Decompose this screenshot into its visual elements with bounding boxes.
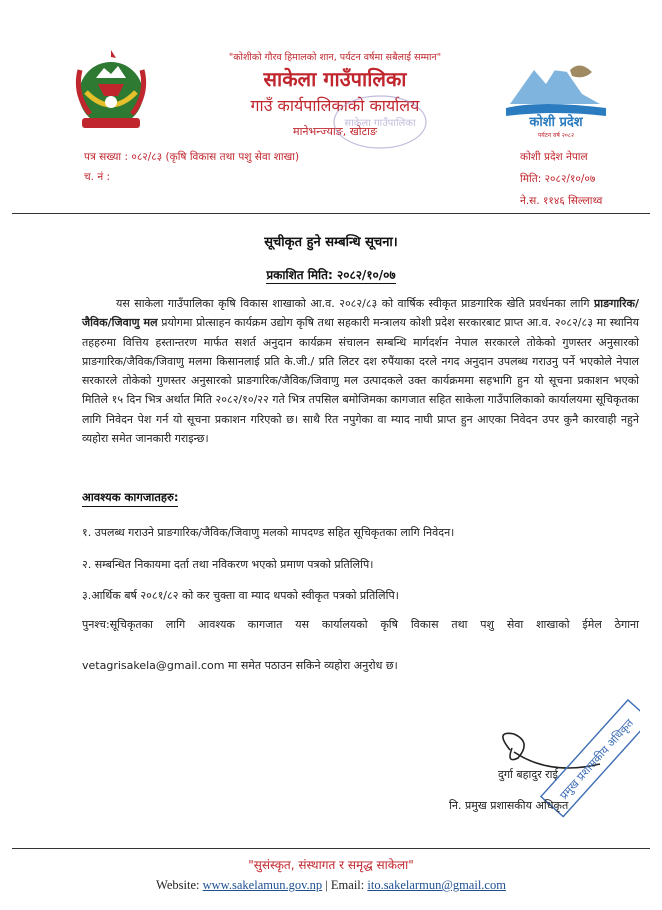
website-label: Website:: [156, 878, 203, 892]
document-item: १. उपलब्ध गराउने प्राङगारिक/जैविक/जिवाणु मलको मापदण्ड सहित सूचिकृतका लागि निवेदन।: [82, 526, 455, 539]
document-item: २. सम्बन्धित निकायमा दर्ता तथा नविकरण भएको प्रमाण पत्रको प्रतिलिपि।: [82, 558, 374, 571]
koshi-province-logo-icon: [500, 44, 612, 140]
published-date: [0, 266, 662, 283]
published-date-text: प्रकाशित मिति: २०८२/१०/०७: [266, 268, 396, 282]
nepal-emblem-icon: [72, 48, 150, 134]
footer-contact: [0, 878, 662, 893]
email-link[interactable]: ito.sakelarmun@gmail.com: [367, 878, 506, 892]
required-documents-heading: आवश्यक कागजातहरु:: [82, 490, 178, 507]
office-name: गाउँ कार्यपालिकाको कार्यालय: [250, 96, 420, 115]
footer-slogan: "सुसंस्कृत, संस्थागत र समृद्ध साकेला": [248, 858, 414, 872]
paragraph-part-2: प्रयोगमा प्रोत्साहन कार्यक्रम उद्योग कृषि तथा सहकारी मन्त्रालय कोशी प्रदेश सरकारबाट प्राप्त आ.व. २०८२/८३ मा स्थानिय तहहरुमा वित्तिय हस्तान्तरण मार्फत सशर्त अनुदान कार्यक्रम संचालन सम्बन्धि मार्गदर्शन नेपाल सरकारले तोकेको गुणस्तर अनुसारको प्राङगारिक/जैविक/जिवाणु मलमा किसानलाई प्रति के.जी./ प्रति लिटर दश रुपैंयाका दरले नगद अनुदान उपलब्ध गराउनु पर्ने भएकोले नेपाल सरकारले तोकेको गुणस्तर अनुसारको प्राङगारिक/जैविक/जिवाणु मल उत्पादकले उक्त कार्यक्रममा सहभागि हुन यो सूचना प्रकाशन भएको मितिले १५ दिन भित्र अर्थात मिति २०८२/१०/२२ गते भित्र तपसिल बमोजिमका कागजात सहित साकेला गाउँपालिकाको कार्यालयमा सूचिकृतका लागि निवेदन पेश गर्न यो सूचना प्रकाशन गरिएको छ। साथै रित नपुगेका वा म्याद नाघी प्राप्त हुन आएका निवेदन उपर कुनै कारवाही नहुने व्यहोरा समेत जानकारी गराइन्छ।: [82, 316, 640, 446]
website-link[interactable]: www.sakelamun.gov.np: [202, 878, 323, 892]
province-label: कोशी प्रदेश नेपाल: [520, 151, 588, 163]
signatory-title: नि. प्रमुख प्रशासकीय अधिकृत: [449, 799, 569, 812]
chalani-number: च. नं :: [84, 171, 111, 183]
header-slogan: "कोशीको गौरव हिमालको शान, पर्यटन वर्षमा सबैलाई सम्मान": [228, 52, 442, 63]
stamp-text: साकेला गाउँपालिका: [344, 118, 416, 129]
email-label: Email:: [330, 878, 368, 892]
paragraph-bold: प्राङगारिक/जैविक/जिवाणु मल: [82, 297, 639, 330]
letter-date: मिति: २०८२/१०/०७: [520, 173, 596, 185]
signatory-name: दुर्गा बहादुर राई: [498, 768, 558, 781]
seal-text: प्रमुख प्रशासकीय अधिकृत: [557, 716, 637, 803]
reference-number: पत्र सख्या : ०८२/८३ (कृषि विकास तथा पशु सेवा शाखा): [84, 151, 300, 163]
logo-subtext: पर्यटन वर्ष २०८२: [537, 132, 575, 139]
signature-seal-icon: [470, 690, 640, 840]
postscript-note: पुनश्च:सूचिकृतका लागि आवश्यक कागजात यस कार्यालयको कृषि विकास तथा पशु सेवा शाखाको ईमेल ठेगाना: [82, 618, 639, 631]
nepal-sambat-date: ने.स. ११४६ सिल्लाथ्व: [520, 195, 603, 207]
notice-paragraph: [82, 294, 639, 448]
logo-text: कोशी प्रदेश: [529, 115, 583, 130]
footer-separator: |: [322, 878, 331, 892]
office-location: मानेभन्ज्याङ, खोटाङ: [293, 125, 377, 138]
notice-title: सूचीकृत हुने सम्बन्धि सूचना।: [264, 235, 398, 250]
municipality-name: साकेला गाउँपालिका: [263, 67, 407, 91]
email-request-line: vetagrisakela@gmail.com मा समेत पठाउन सकिने व्यहोरा अनुरोध छ।: [82, 659, 398, 672]
paragraph-part-1: यस साकेला गाउँपालिका कृषि विकास शाखाको आ.व. २०८२/८३ को वार्षिक स्वीकृत प्राङगारिक खेति प्रवर्धनका लागि: [116, 297, 595, 310]
document-item: ३.आर्थिक बर्ष २०८१/८२ को कर चुक्ता वा म्याद थपको स्वीकृत पत्रको प्रतिलिपि।: [82, 589, 399, 602]
municipality-stamp-icon: [330, 92, 430, 152]
header-divider: [12, 213, 650, 214]
footer-divider: [12, 848, 650, 849]
